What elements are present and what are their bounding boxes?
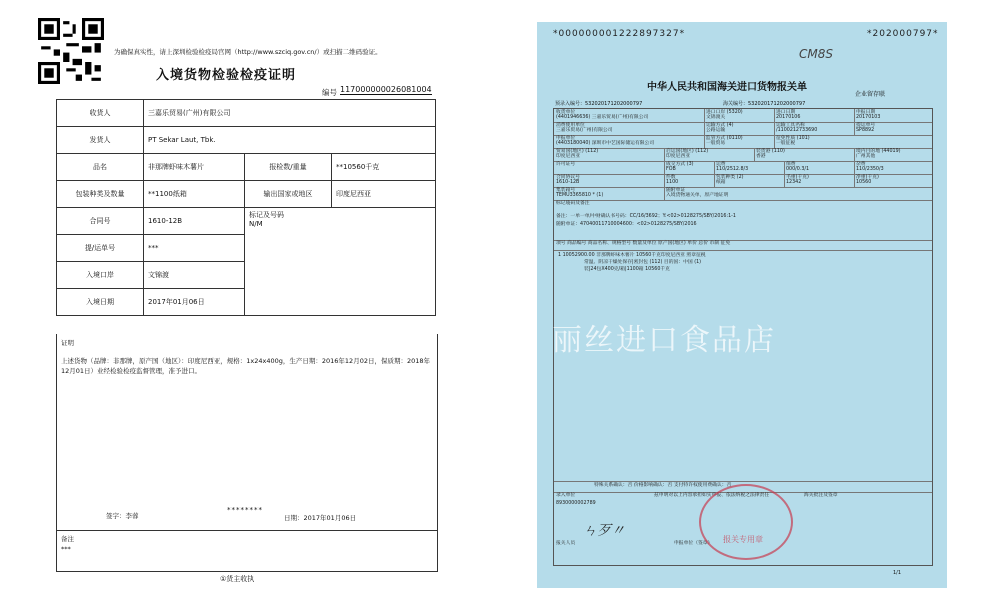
form-row (554, 161, 932, 175)
signature: 签字：李蓉 (106, 512, 139, 520)
serial-label: 编号 (322, 88, 337, 97)
handwritten-signature: ㄣ歹〃 (583, 523, 625, 539)
field-label: 启运国(地区) (112) (666, 149, 709, 154)
field-value: 110/2350/3 (856, 167, 884, 172)
proof-heading: 证明 (61, 339, 74, 347)
field-value: 香港 (756, 154, 766, 159)
pre-entry-number: 预录入编号：532020171202000797 (555, 101, 643, 107)
weight-value: **10560千克 (332, 154, 436, 181)
marks-cell (245, 208, 436, 316)
field-label: 合同协议号 (556, 175, 580, 180)
field-value: 公路运输 (706, 128, 726, 133)
certificate-title: 入境货物检验检疫证明 (156, 68, 297, 83)
field-label: 净重(千克) (856, 175, 879, 180)
field-label: 征免性质 (101) (776, 136, 810, 141)
form-row (554, 109, 932, 123)
field-value: 一般征税 (776, 141, 796, 146)
field-value: 一般贸易 (706, 141, 726, 146)
customs-note: 兹申明对以上内容承担如实申报、依法纳税之法律责任 (654, 493, 770, 498)
field-label: 监管方式 (0110) (706, 136, 743, 141)
declaration-title: 中华人民共和国海关进口货物报关单 (647, 82, 807, 93)
table-row (57, 181, 436, 208)
field-label: 包装种类 (2) (716, 175, 744, 180)
field-label: 集装箱号 (556, 188, 576, 193)
field-value: 1100 (666, 180, 679, 185)
copy-footer: ①货主收执 (220, 575, 255, 583)
field-label: 保费 (786, 162, 796, 167)
field-label: 境内目的地 (44019) (856, 149, 901, 154)
table-row (57, 127, 436, 154)
field-value: SP8892 (856, 128, 875, 133)
bill-label: 提/运单号 (57, 235, 144, 262)
field-label: 消费使用单位 (556, 123, 585, 128)
field-value: FOB (666, 167, 676, 172)
form-row (554, 174, 932, 188)
issue-date: 日期：2017年01月06日 (284, 514, 357, 522)
page-number: 1/1 (893, 570, 902, 576)
verification-notice: 为确保真实性，请上深圳检验检疫局官网（http://www.szciq.gov.cn/）或扫描二维码验证。 (114, 48, 382, 56)
remark-value: *** (61, 545, 71, 553)
qr-code-icon (38, 18, 104, 84)
applicant-label: 申报单位（签章） (674, 541, 713, 546)
field-value: 1610-12B (556, 180, 580, 185)
proof-stars: ******** (227, 506, 263, 514)
entry-unit-label: 录入单位 (556, 493, 576, 498)
field-label: 件数 (666, 175, 676, 180)
field-label: 进口口岸 (5320) (706, 110, 743, 115)
package-value: **1100纸箱 (144, 181, 245, 208)
marks-value: N/M (249, 220, 263, 228)
weight-label: 报检数/重量 (245, 154, 332, 181)
port-label: 入境口岸 (57, 262, 144, 289)
contract-value: 1610-12B (144, 208, 245, 235)
table-row (57, 154, 436, 181)
field-label: 收货单位 (556, 110, 576, 115)
product-label: 品名 (57, 154, 144, 181)
port-value: 文锦渡 (144, 262, 245, 289)
field-label: 许可证号 (556, 162, 576, 167)
field-value: 000/0.3/1 (786, 167, 810, 172)
entry-date-value: 2017年01月06日 (144, 289, 245, 316)
marks-label: 标记及号码 (249, 211, 284, 219)
goods-line: 装|24包X400克/箱|1100箱 10560千克 (584, 267, 670, 272)
field-label: 装货港 (110) (756, 149, 785, 154)
field-label: 杂费 (856, 162, 866, 167)
field-value: 三嘉乐贸易(广州)有限公司 (556, 128, 613, 133)
declarant-label: 报关人员 (556, 541, 576, 546)
field-value: (4401946636) 三嘉乐贸易(广州)有限公司 (556, 115, 649, 120)
field-value: 纸箱 (716, 180, 726, 185)
field-label: 提运单号 (856, 123, 876, 128)
origin-label: 输出国家或地区 (245, 181, 332, 208)
goods-header (554, 240, 932, 251)
field-label: 成交方式 (3) (666, 162, 694, 167)
field-label: 运输工具名称 (776, 123, 805, 128)
field-value: 广州其他 (856, 154, 876, 159)
entry-unit-code: 8930000002789 (556, 501, 596, 506)
field-value: 20170103 (856, 115, 881, 120)
product-value: 非那牌虾味木薯片 (144, 154, 245, 181)
field-value: 12342 (786, 180, 802, 185)
contract-label: 合同号 (57, 208, 144, 235)
inspection-certificate (30, 18, 448, 586)
marks-label: 标记唛码及备注 (556, 201, 590, 206)
red-stamp (699, 484, 793, 560)
field-value: 入境货物通关单，原产地证明 (666, 193, 729, 198)
package-label: 包装种类及数量 (57, 181, 144, 208)
entry-date-label: 入境日期 (57, 289, 144, 316)
marks-text-2: 随附单证：47040011710004600：<02>0128275/SBY/2016 (556, 222, 697, 227)
form-row (554, 122, 932, 136)
watermark-text: 丽丝进口食品店 (552, 323, 776, 358)
field-value: 印度尼西亚 (556, 154, 580, 159)
field-label: 申报日期 (856, 110, 876, 115)
field-label: 贸易国(地区) (112) (556, 149, 599, 154)
customs-approval: 海关批注及签章 (804, 493, 838, 498)
proof-text: 上述货物（品牌：非那牌，原产国（地区）：印度尼西亚，规格：1x24x400g，生产日期：2016年12月02日，保质期：2018年12月01日）业经检验检疫监督管理，准予进口。 (61, 357, 431, 375)
barcode-right: *202000797* (867, 29, 939, 39)
customs-declaration (537, 22, 947, 588)
copy-label: 企业留存联 (855, 91, 886, 98)
certificate-table (56, 99, 436, 316)
marks-row (554, 200, 932, 241)
field-value: 110/2512.8/3 (716, 167, 749, 172)
proof-section (56, 334, 438, 531)
consignee-value: 三嘉乐贸易(广州)有限公司 (144, 100, 436, 127)
special-confirm: 特殊关系确认：否 价格影响确认：否 支付特许权使用费确认：否 (594, 483, 732, 488)
form-row (554, 148, 932, 162)
field-label: 毛重(千克) (786, 175, 809, 180)
field-value: (4403180040) 深圳市中艺国际储运有限公司 (556, 141, 655, 146)
field-label: 随附单证 (666, 188, 686, 193)
consignee-label: 收货人 (57, 100, 144, 127)
table-row (57, 208, 436, 235)
field-value: 文锦渡关 (706, 115, 726, 120)
serial-number: 117000000026081004 (340, 85, 432, 94)
field-label: 运输方式 (4) (706, 123, 734, 128)
consignor-label: 发货人 (57, 127, 144, 154)
table-row (57, 100, 436, 127)
form-row (554, 135, 932, 149)
goods-line: 常温、阴凉干燥处保存|密封包 (112) 目的国：中国 (1) (584, 260, 702, 265)
field-value: 10560 (856, 180, 872, 185)
field-value: 20170106 (776, 115, 801, 120)
customs-number: 海关编号：532020171202000797 (723, 101, 806, 107)
field-label: 运费 (716, 162, 726, 167)
remark-section (56, 530, 438, 572)
field-label: 进口日期 (776, 110, 796, 115)
field-value: 印度尼西亚 (666, 154, 690, 159)
form-row (554, 187, 932, 201)
handwritten-note: CM8S (799, 47, 833, 61)
barcode-left: *000000001222897327* (553, 29, 686, 39)
stamp-text: 报关专用章 (723, 535, 763, 544)
field-label: 申报单位 (556, 136, 576, 141)
goods-header-text: 项号 商品编号 商品名称、规格型号 数量及单位 原产国(地区) 单价 总价 币制 征免 (556, 241, 731, 246)
field-value: /1100212733690 (776, 128, 818, 133)
consignor-value: PT Sekar Laut, Tbk. (144, 127, 436, 154)
origin-value: 印度尼西亚 (332, 181, 436, 208)
field-value: TEMU3365810 * (1) (556, 193, 604, 198)
goods-line: 1 10052900.00 非那牌虾味木薯片 10560千克印度尼西亚 照章征税 (558, 253, 706, 258)
marks-text: 备注：一单一单/中财确认书号码：CC/16/3692；Y:<02>0128275/SBY/2016:1-1 (556, 214, 736, 219)
remark-heading: 备注 (61, 535, 74, 543)
bill-value: *** (144, 235, 245, 262)
